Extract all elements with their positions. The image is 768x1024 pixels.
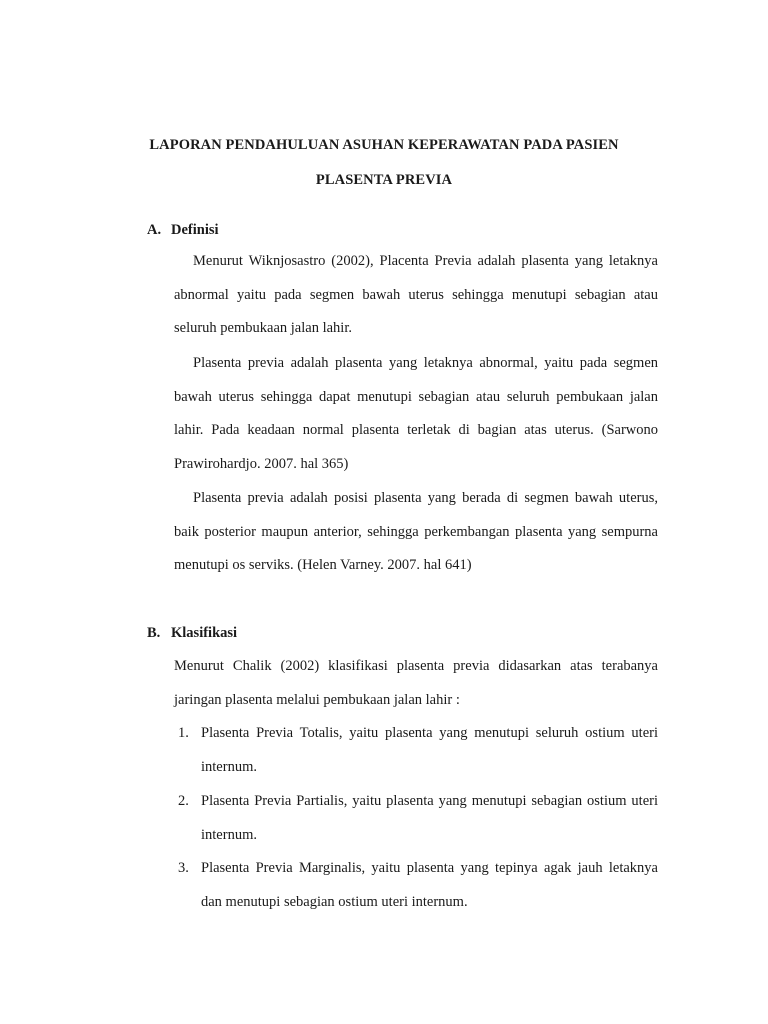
section-b-letter: B. xyxy=(147,625,161,641)
list-item-number: 3. xyxy=(178,860,189,876)
section-b-heading xyxy=(147,625,237,642)
definition-paragraph-3: Plasenta previa adalah posisi plasenta yang berada di segmen bawah uterus, baik posterior maupun anterior, sehingga perkembangan plasenta yang sempurna menutupi os serviks. (Helen Varney. 2007. hal 641) xyxy=(174,490,658,573)
document-title-line-1: LAPORAN PENDAHULUAN ASUHAN KEPERAWATAN PADA PASIEN xyxy=(149,137,619,153)
list-item xyxy=(178,852,658,919)
document-title-line-2: PLASENTA PREVIA xyxy=(315,172,453,188)
list-item-number: 2. xyxy=(178,793,189,809)
definition-paragraph-2: Plasenta previa adalah plasenta yang letaknya abnormal, yaitu pada segmen bawah uterus sehingga dapat menutupi sebagian atau seluruh pembukaan jalan lahir. Pada keadaan normal plasenta terletak di bagian atas uterus. (Sarwono Prawirohardjo. 2007. hal 365) xyxy=(174,355,658,472)
list-item-text: Plasenta Previa Marginalis, yaitu plasenta yang tepinya agak jauh letaknya dan menutupi sebagian ostium uteri internum. xyxy=(201,860,658,910)
section-b-title: Klasifikasi xyxy=(171,625,238,641)
list-item-number: 1. xyxy=(178,725,189,741)
list-item-text: Plasenta Previa Partialis, yaitu plasenta yang menutupi sebagian ostium uteri internum. xyxy=(201,793,658,843)
list-item xyxy=(178,785,658,852)
classification-intro: Menurut Chalik (2002) klasifikasi plasenta previa didasarkan atas terabanya jaringan plasenta melalui pembukaan jalan lahir : xyxy=(174,658,658,708)
section-a-letter: A. xyxy=(147,222,162,238)
section-a-heading xyxy=(147,222,219,239)
list-item xyxy=(178,717,658,784)
definition-paragraph-1: Menurut Wiknjosastro (2002), Placenta Previa adalah plasenta yang letaknya abnormal yaitu pada segmen bawah uterus sehingga menutupi sebagian atau seluruh pembukaan jalan lahir. xyxy=(174,253,658,336)
list-item-text: Plasenta Previa Totalis, yaitu plasenta yang menutupi seluruh ostium uteri internum. xyxy=(201,725,658,775)
section-a-title: Definisi xyxy=(171,222,219,238)
